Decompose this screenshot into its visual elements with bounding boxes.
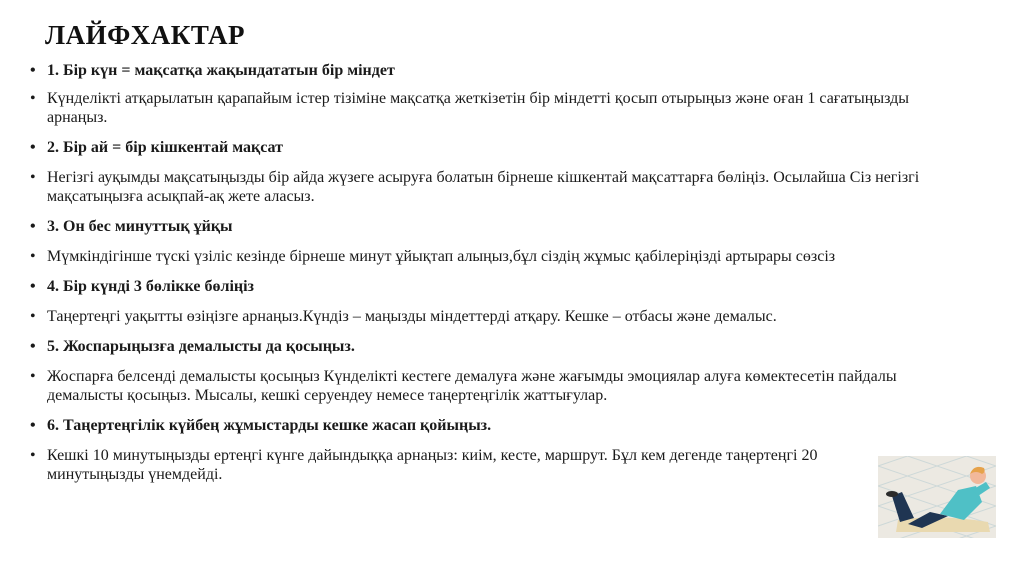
bullet-text: • Мүмкіндігінше түскі үзіліс кезінде бірнеше минут ұйықтап алыңыз,бұл сіздің жұмыс қабілеріңізді артырары сөзсіз bbox=[30, 247, 930, 266]
bullet-text: • Таңертеңгі уақытты өзіңізге арнаңыз.Күндіз – маңызды міндеттерді атқару. Кешке – отбасы және демалыс. bbox=[30, 307, 930, 326]
bullet-text: • Жоспарға белсенді демалысты қосыңыз Күнделікті кестеге демалуға және жағымды эмоциялар алуға көмектесетін пайдалы демалысты қосыңыз. Мысалы, кешкі серуендеу немесе таңертеңгілік жаттығулар. bbox=[30, 367, 930, 405]
bullet-text: • Кешкі 10 минутыңызды ертеңгі күнге дайындыққа арнаңыз: киім, кесте, маршрут. Бұл кем дегенде таңертеңгі 20 минутыңызды үнемдейді. bbox=[30, 446, 877, 484]
slide-title: ЛАЙФХАКТАР bbox=[45, 20, 246, 50]
bullet-text: • Негізгі ауқымды мақсатыңызды бір айда жүзеге асыруға болатын бірнеше кішкентай мақсаттарға бөліңіз. Осылайша Сіз негізгі мақсатыңызға асықпай-ақ жете аласыз. bbox=[30, 168, 930, 206]
bullet-heading: • 4. Бір күнді 3 бөлікке бөліңіз bbox=[30, 277, 930, 296]
bullet-text: • Күнделікті атқарылатын қарапайым істер тізіміне мақсатқа жеткізетін бір міндетті қосып отырыңыз және оған 1 сағатыңызды арнаңыз. bbox=[30, 89, 930, 127]
relaxing-person-illustration bbox=[878, 456, 996, 538]
bullet-heading: • 3. Он бес минуттық ұйқы bbox=[30, 217, 930, 236]
bullet-heading: • 2. Бір ай = бір кішкентай мақсат bbox=[30, 138, 930, 157]
bullet-heading: • 6. Таңертеңгілік күйбең жұмыстарды кешке жасап қойыңыз. bbox=[30, 416, 930, 435]
slide-content bbox=[30, 61, 930, 495]
bullet-heading: • 1. Бір күн = мақсатқа жақындататын бір міндет bbox=[30, 61, 930, 80]
bullet-heading: • 5. Жоспарыңызға демалысты да қосыңыз. bbox=[30, 337, 930, 356]
